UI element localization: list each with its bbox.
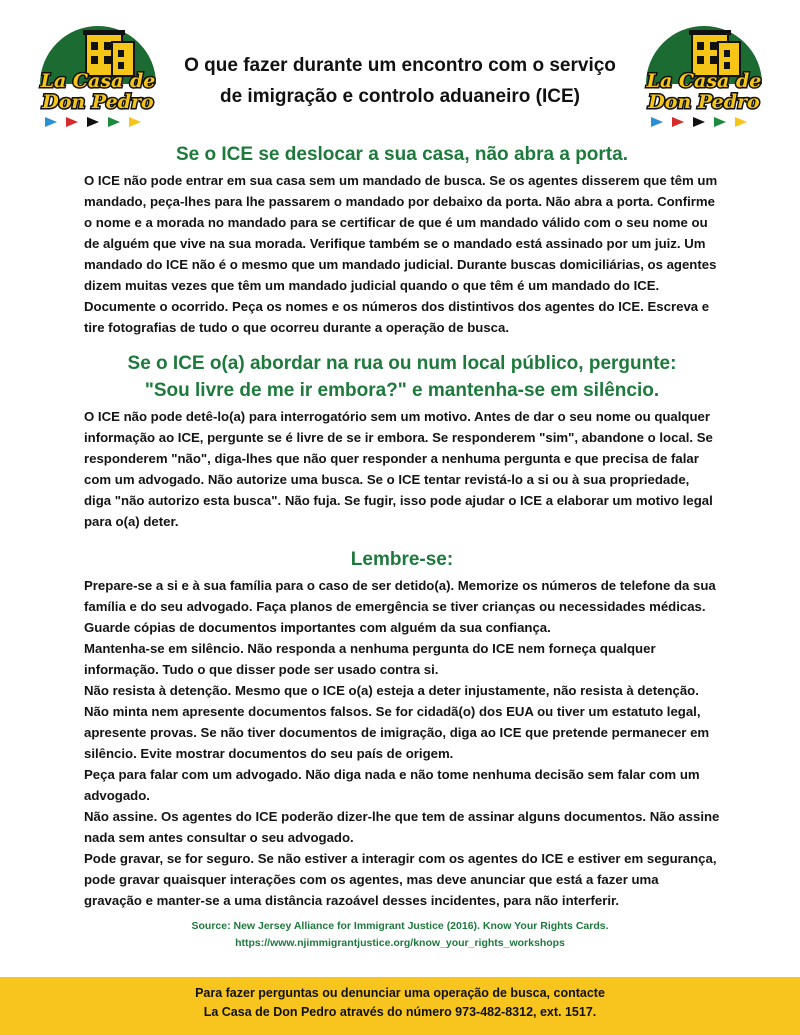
section-body-home-visit: O ICE não pode entrar em sua casa sem um mandado de busca. Se os agentes disserem que têm um mandado, peça-lhes para lhe passarem o mandado por debaixo da porta. Não abra a porta. Confirme o nome e a morada no mandado para se certificar de que é um mandado válido com o seu nome ou de alguém que vive na sua morada. Verifique também se o mandado está assinado por um juiz. Um mandado do ICE não é o mesmo que um mandado judicial. Durante buscas domiciliárias, os agentes dizem muitas vezes que têm um mandado judicial quando o que têm é um mandado do ICE. Documente o ocorrido. Peça os nomes e os números dos distintivos dos agentes do ICE. Escreva e tire fotografias de tudo o que ocorreu durante a operação de busca. xyxy=(84,173,718,335)
section-heading-home-visit: Se o ICE se deslocar a sua casa, não abra a porta. xyxy=(176,144,628,165)
source-citation xyxy=(0,918,800,952)
remember-list xyxy=(84,575,720,911)
list-item: Mantenha-se em silêncio. Não responda a nenhuma pergunta do ICE nem forneça qualquer informação. Tudo o que disser pode ser usado contra si. xyxy=(84,641,656,677)
section-home-visit xyxy=(84,141,720,338)
footer-contact-banner xyxy=(0,977,800,1035)
list-item: Pode gravar, se for seguro. Se não estiver a interagir com os agentes do ICE e estiver em segurança, pode gravar quaisquer interações com os agentes, mas deve anunciar que está a fazer uma gravação e manter-se a uma distância razoável desses incidentes, para não interferir. xyxy=(84,851,717,908)
svg-text:La Casa de: La Casa de xyxy=(646,70,762,92)
section-public-place xyxy=(84,350,720,532)
page-title-line-1: O que fazer durante um encontro com o serviço xyxy=(184,55,616,76)
section-body-public-place: O ICE não pode detê-lo(a) para interrogatório sem um motivo. Antes de dar o seu nome ou qualquer informação ao ICE, pergunte se é livre de se ir embora. Se responderem "sim", abandone o local. Se responderem "não", diga-lhes que não quer responder a nenhuma pergunta e que precisa de falar com um advogado. Não autorize uma busca. Se o ICE tentar revistá-lo a si ou à sua propriedade, diga "não autorizo esta busca". Não fuja. Se fugir, isso pode ajudar o ICE a elaborar um motivo legal para o(a) deter. xyxy=(84,409,713,529)
page-title xyxy=(170,50,630,112)
page-title-line-2: de imigração e controlo aduaneiro (ICE) xyxy=(219,86,580,107)
list-item: Não minta nem apresente documentos falsos. Se for cidadã(o) dos EUA ou tiver um estatuto legal, apresente provas. Se não tiver documentos de imigração, diga ao ICE que pretende permanecer em silêncio. Evite mostrar documentos do seu país de origem. xyxy=(84,704,710,761)
list-item: Não assine. Os agentes do ICE poderão dizer-lhe que tem de assinar alguns documentos. Não assine nada sem antes consultar o seu advogado. xyxy=(84,809,720,845)
section-heading-public-place: Se o ICE o(a) abordar na rua ou num local público, pergunte: "Sou livre de me ir embora?" e mantenha-se em silêncio. xyxy=(127,353,677,401)
list-item: Não resista à detenção. Mesmo que o ICE o(a) esteja a deter injustamente, não resista à detenção. xyxy=(84,683,699,698)
source-url: https://www.njimmigrantjustice.org/know_your_rights_workshops xyxy=(235,937,565,949)
footer-line-2: La Casa de Don Pedro através do número 973-482-8312, ext. 1517. xyxy=(203,1005,597,1019)
svg-text:Don Pedro: Don Pedro xyxy=(42,91,154,113)
section-heading-remember: Lembre-se: xyxy=(350,549,454,570)
list-item: Peça para falar com um advogado. Não diga nada e não tome nenhuma decisão sem falar com um advogado. xyxy=(84,767,700,803)
section-remember xyxy=(84,546,720,911)
footer-line-1: Para fazer perguntas ou denunciar uma operação de busca, contacte xyxy=(195,986,605,1000)
main-content xyxy=(84,141,720,911)
la-casa-de-don-pedro-logo xyxy=(634,14,774,139)
svg-text:Don Pedro: Don Pedro xyxy=(648,91,760,113)
list-item: Prepare-se a si e à sua família para o caso de ser detido(a). Memorize os números de telefone da sua família e do seu advogado. Faça planos de emergência se tiver crianças ou necessidades médicas. Guarde cópias de documentos importantes com alguém da sua confiança. xyxy=(84,578,716,635)
svg-text:La Casa de: La Casa de xyxy=(40,70,156,92)
source-line: Source: New Jersey Alliance for Immigrant Justice (2016). Know Your Rights Cards. xyxy=(191,920,609,932)
la-casa-de-don-pedro-logo xyxy=(28,14,168,139)
